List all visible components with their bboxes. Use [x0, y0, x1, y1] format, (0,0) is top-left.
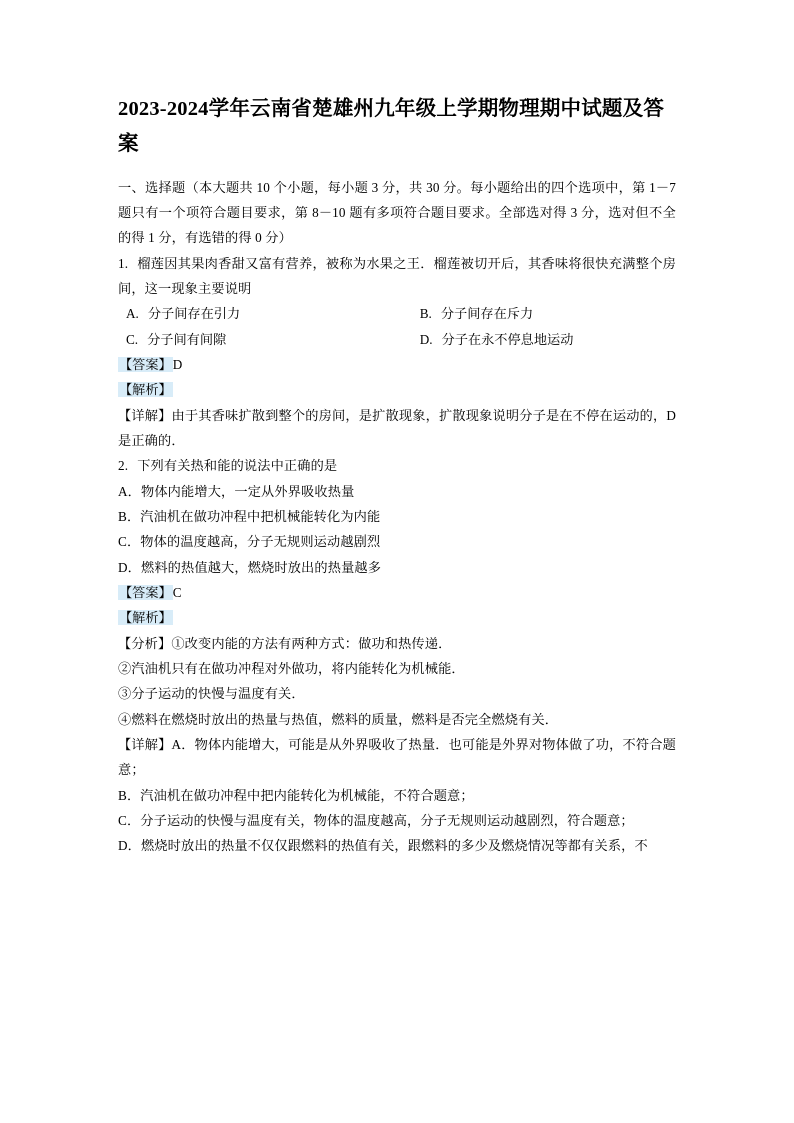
- option-c-text: 分子间有间隙: [147, 331, 227, 347]
- question-2-detail-line-2: B．汽油机在做功冲程中把内能转化为机械能，不符合题意；: [118, 787, 474, 803]
- question-1-option-d: [414, 327, 676, 352]
- question-2-detail-line-3: C．分子运动的快慢与温度有关，物体的温度越高，分子无规则运动越剧烈，符合题意；: [118, 813, 634, 829]
- question-2-option-a: A．物体内能增大，一定从外界吸收热量: [118, 483, 355, 499]
- question-2-number: 2.: [118, 458, 129, 474]
- question-2-detail-line-4: D．燃烧时放出的热量不仅仅跟燃料的热值有关，跟燃料的多少及燃烧情况等都有关系，不: [118, 838, 648, 854]
- page-title: 2023-2024学年云南省楚雄州九年级上学期物理期中试题及答案: [118, 98, 665, 156]
- option-a-text: 分子间存在引力: [147, 306, 241, 322]
- option-b-text: 分子间存在斥力: [440, 306, 534, 322]
- answer-value: C: [172, 585, 182, 600]
- question-2-detail-line-1: 【详解】A．物体内能增大，可能是从外界吸收了热量．也可能是外界对物体做了功，不符合题意；: [118, 737, 676, 778]
- option-b-label: B.: [419, 306, 432, 322]
- question-1-stem: [118, 251, 676, 302]
- question-2-option-b: B．汽油机在做功冲程中把机械能转化为内能: [118, 508, 381, 524]
- question-1-analysis-tag: [118, 377, 676, 402]
- analysis-tag: 【解析】: [119, 382, 172, 398]
- question-1-number: 1.: [118, 255, 129, 271]
- question-2-text: 下列有关热和能的说法中正确的是: [137, 458, 338, 474]
- question-2-analysis-line-3: ③分子运动的快慢与温度有关．: [118, 686, 305, 702]
- question-2-analysis-tag: [118, 605, 676, 630]
- question-2-option-d: D．燃料的热值越大，燃烧时放出的热量越多: [118, 559, 382, 575]
- answer-tag: 【答案】: [119, 356, 172, 372]
- question-1-options-row-2: [118, 327, 676, 352]
- option-c-label: C.: [126, 331, 139, 347]
- question-1-option-a: [118, 301, 414, 326]
- question-2-analysis-line-4: ④燃料在燃烧时放出的热量与热值，燃料的质量，燃料是否完全燃烧有关．: [118, 711, 559, 727]
- question-2-analysis-line-2: ②汽油机只有在做功冲程对外做功，将内能转化为机械能．: [118, 661, 465, 677]
- answer-tag: 【答案】: [119, 585, 172, 600]
- option-d-text: 分子在永不停息地运动: [441, 331, 574, 347]
- question-1-option-c: [118, 327, 414, 352]
- question-2-stem: [118, 453, 676, 478]
- option-a-label: A.: [126, 306, 139, 322]
- question-2-answer: [118, 580, 676, 605]
- analysis-tag: 【解析】: [119, 610, 172, 626]
- question-2-option-c: C．物体的温度越高，分子无规则运动越剧烈: [118, 534, 381, 550]
- section-heading: 一、选择题（本大题共 10 个小题，每小题 3 分，共 30 分。每小题给出的四个选项中，第 1－7 题只有一个项符合题目要求，第 8－10 题有多项符合题目要求。全部选对得 3 分，选对但不全的得 1 分，有选错的得 0 分）: [118, 179, 676, 246]
- question-1-detail: 【详解】由于其香味扩散到整个的房间，是扩散现象，扩散现象说明分子是在不停在运动的，D 是正确的．: [118, 407, 676, 448]
- answer-value: D: [172, 356, 183, 372]
- question-2-analysis-line-1: 【分析】①改变内能的方法有两种方式：做功和热传递．: [118, 635, 452, 651]
- question-1-option-b: [414, 301, 676, 326]
- question-1-options-row-1: [118, 301, 676, 326]
- question-1-text: 榴莲因其果肉香甜又富有营养，被称为水果之王．榴莲被切开后，其香味将很快充满整个房间，这一现象主要说明: [118, 255, 676, 296]
- option-d-label: D.: [419, 331, 433, 347]
- question-1-answer: [118, 352, 676, 377]
